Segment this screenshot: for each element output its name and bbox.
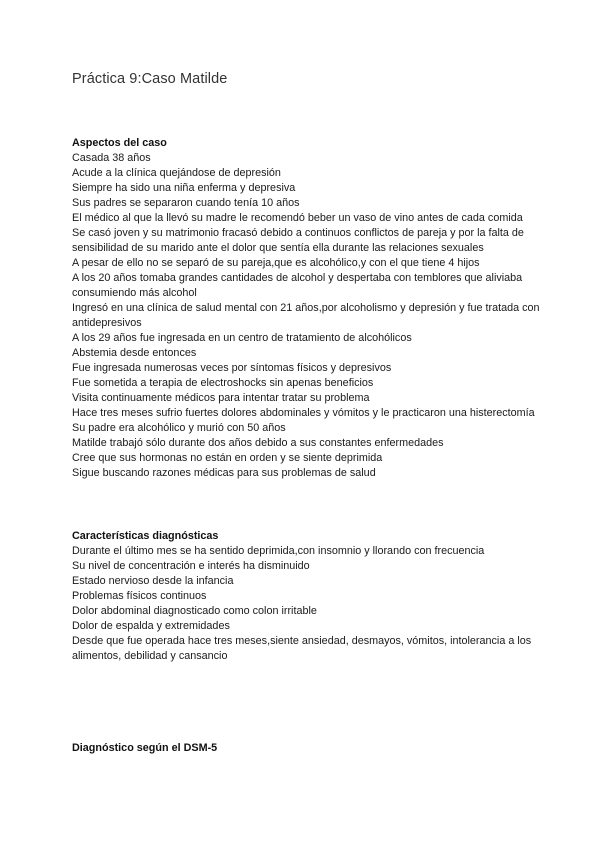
list-item: Desde que fue operada hace tres meses,siente ansiedad, desmayos, vómitos, intolerancia a los alimentos, debilidad y cansancio	[72, 635, 532, 662]
list-item: Dolor abdominal diagnosticado como colon irritable	[72, 605, 317, 617]
list-item: A pesar de ello no se separó de su pareja,que es alcohólico,y con el que tiene 4 hijos	[72, 257, 480, 269]
list-item: Su nivel de concentración e interés ha disminuido	[72, 560, 310, 572]
list-item: Acude a la clínica quejándose de depresión	[72, 167, 281, 179]
features-heading: Características diagnósticas	[72, 530, 219, 542]
diagnosis-section	[72, 741, 542, 756]
list-item: A los 20 años tomaba grandes cantidades de alcohol y despertaba con temblores que aliviaba consumiendo más alcohol	[72, 272, 523, 299]
list-item: Hace tres meses sufrio fuertes dolores abdominales y vómitos y le practicaron una histerectomía	[72, 407, 535, 419]
list-item: Casada 38 años	[72, 152, 151, 164]
list-item: Matilde trabajó sólo durante dos años debido a sus constantes enfermedades	[72, 437, 444, 449]
list-item: Estado nervioso desde la infancia	[72, 575, 234, 587]
list-item: Abstemia desde entonces	[72, 347, 197, 359]
aspects-section	[72, 136, 542, 481]
list-item: Cree que sus hormonas no están en orden y se siente deprimida	[72, 452, 383, 464]
page-title: Práctica 9:Caso Matilde	[72, 71, 228, 87]
list-item: Sigue buscando razones médicas para sus problemas de salud	[72, 467, 376, 479]
list-item: Problemas físicos continuos	[72, 590, 207, 602]
list-item: Fue ingresada numerosas veces por síntomas físicos y depresivos	[72, 362, 392, 374]
list-item: Dolor de espalda y extremidades	[72, 620, 230, 632]
list-item: Sus padres se separaron cuando tenía 10 años	[72, 197, 300, 209]
list-item: Siempre ha sido una niña enferma y depresiva	[72, 182, 296, 194]
list-item: Se casó joven y su matrimonio fracasó debido a continuos conflictos de pareja y por la falta de sensibilidad de su marido ante el dolor que sentía ella durante las relaciones sexuales	[72, 227, 524, 254]
aspects-list	[72, 151, 542, 481]
list-item: Visita continuamente médicos para intentar tratar su problema	[72, 392, 370, 404]
features-list	[72, 544, 542, 664]
list-item: Durante el último mes se ha sentido deprimida,con insomnio y llorando con frecuencia	[72, 545, 485, 557]
list-item: Ingresó en una clínica de salud mental con 21 años,por alcoholismo y depresión y fue tratada con antidepresivos	[72, 302, 540, 329]
features-section	[72, 529, 542, 664]
list-item: Su padre era alcohólico y murió con 50 años	[72, 422, 286, 434]
list-item: A los 29 años fue ingresada en un centro de tratamiento de alcohólicos	[72, 332, 412, 344]
list-item: Fue sometida a terapia de electroshocks sin apenas beneficios	[72, 377, 374, 389]
diagnosis-heading: Diagnóstico según el DSM-5	[72, 742, 218, 754]
list-item: El médico al que la llevó su madre le recomendó beber un vaso de vino antes de cada comida	[72, 212, 523, 224]
aspects-heading: Aspectos del caso	[72, 137, 167, 149]
